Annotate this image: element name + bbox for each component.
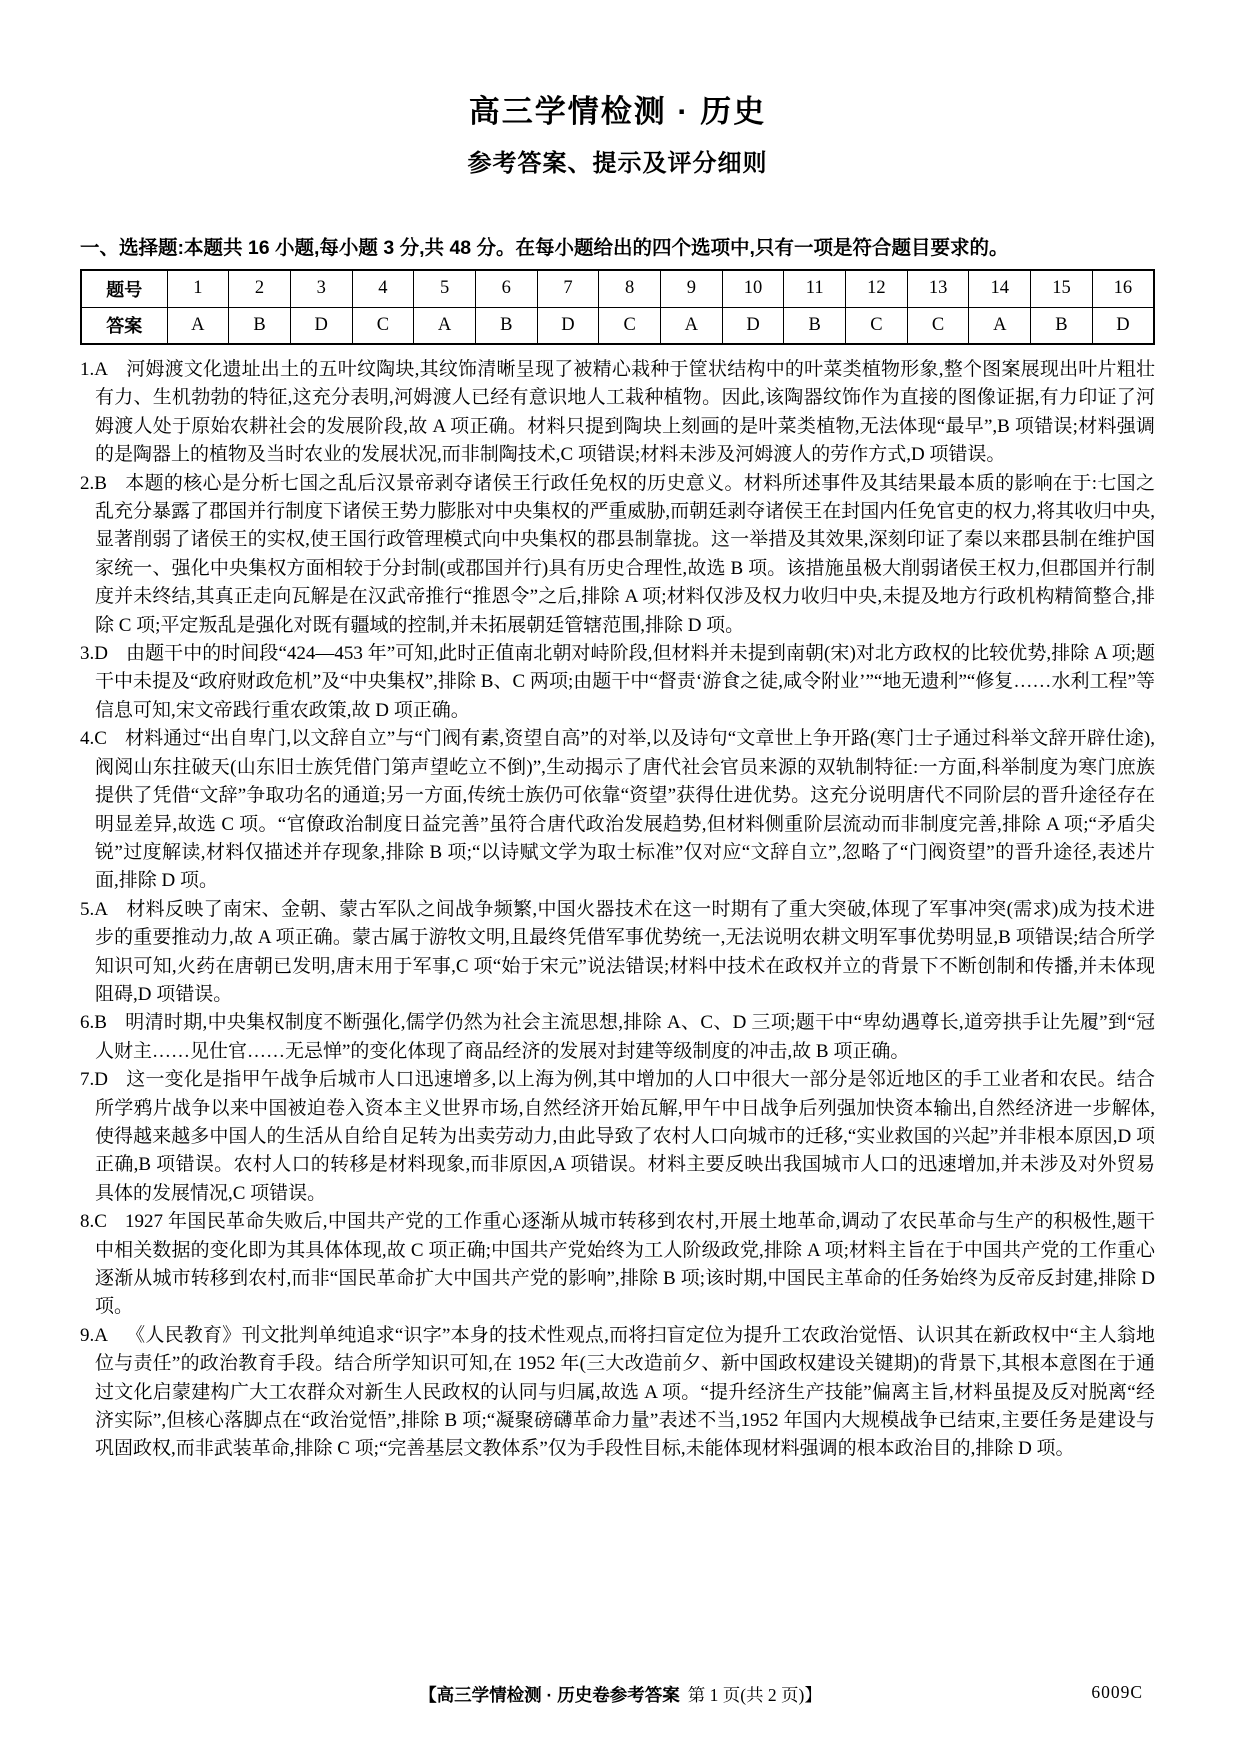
explanation-text: 材料通过“出自卑门,以文辞自立”与“门阀有素,资望自高”的对举,以及诗句“文章世上争开路(寒门士子通过科举文辞开辟仕途),阀阅山东拄破天(山东旧士族凭借门第声望屹立不倒)”,生动揭示了唐代社会官员来源的双轨制特征:一方面,科举制度为寒门庶族提供了凭借“文辞”争取功名的通道;另一方面,传统士族仍可依靠“资望”获得仕进优势。这充分说明唐代不同阶层的晋升途径存在明显差异,故选 C 项。“官僚政治制度日益完善”虽符合唐代政治发展趋势,但材料侧重阶层流动而非制度完善,排除 A 项;“矛盾尖锐”过度解读,材料仅描述并存现象,排除 B 项;“以诗赋文学为取士标准”仅对应“文辞自立”,忽略了“门阀资望”的晋升途径,表述片面,排除 D 项。 — [95, 728, 1155, 892]
question-number-cell: 2 — [229, 270, 291, 307]
footer-caption — [0, 1682, 1241, 1707]
explanation-text: 这一变化是指甲午战争后城市人口迅速增多,以上海为例,其中增加的人口中很大一部分是邻近地区的手工业者和农民。结合所学鸦片战争以来中国被迫卷入资本主义世界市场,自然经济开始瓦解,甲午中日战争后列强加快资本输出,自然经济进一步解体,使得越来越多中国人的生活从自给自足转为出卖劳动力,由此导致了农村人口向城市的迁移,“实业救国的兴起”并非根本原因,D 项正确,B 项错误。农村人口的转移是材料现象,而非原因,A 项错误。材料主要反映出我国城市人口的迅速增加,并未涉及对外贸易具体的发展情况,C 项错误。 — [95, 1069, 1155, 1204]
answer-cell: A — [969, 307, 1031, 344]
answer-cell: D — [290, 307, 352, 344]
explanation-number: 1.A — [80, 359, 108, 380]
answer-cell: C — [907, 307, 969, 344]
answer-cell: C — [846, 307, 908, 344]
answer-cell: B — [1031, 307, 1093, 344]
footer-paper-code: 6009C — [1091, 1682, 1143, 1702]
question-number-cell: 16 — [1092, 270, 1154, 307]
explanation-number: 6.B — [80, 1012, 107, 1034]
answer-cell: D — [1092, 307, 1154, 344]
question-number-cell: 4 — [352, 270, 414, 307]
question-number-cell: 8 — [599, 270, 661, 307]
answer-key-table — [80, 269, 1155, 345]
question-number-cell: 14 — [969, 270, 1031, 307]
question-number-cell: 9 — [661, 270, 723, 307]
explanation-list — [80, 356, 1155, 1464]
explanation-number: 4.C — [80, 728, 107, 750]
answer-cell: B — [475, 307, 537, 344]
explanation-text: 由题干中的时间段“424—453 年”可知,此时正值南北朝对峙阶段,但材料并未提到南朝(宋)对北方政权的比较优势,排除 A 项;题干中未提及“政府财政危机”及“中央集权”,排除 B、C 两项;由题干中“督责‘游食之徒,咸令附业’”“地无遗利”“修复……水利工程”等信息可知,宋文帝践行重农政策,故 D 项正确。 — [95, 643, 1155, 721]
answer-cell: A — [414, 307, 476, 344]
row-label-answer: 答案 — [81, 307, 167, 344]
explanation-text: 本题的核心是分析七国之乱后汉景帝剥夺诸侯王行政任免权的历史意义。材料所述事件及其结果最本质的影响在于:七国之乱充分暴露了郡国并行制度下诸侯王势力膨胀对中央集权的严重威胁,而朝廷剥夺诸侯王在封国内任免官吏的权力,将其收归中央,显著削弱了诸侯王的实权,使王国行政管理模式向中央集权的郡县制靠拢。这一举措及其效果,深刻印证了秦以来郡县制在维护国家统一、强化中央集权方面相较于分封制(或郡国并行)具有历史合理性,故选 B 项。该措施虽极大削弱诸侯王权力,但郡国并行制度并未终结,其真正走向瓦解是在汉武帝推行“推恩令”之后,排除 A 项;材料仅涉及权力收归中央,未提及地方行政机构精简整合,排除 C 项;平定叛乱是强化对既有疆域的控制,并未拓展朝廷管辖范围,排除 D 项。 — [95, 472, 1155, 636]
answer-row — [81, 307, 1154, 344]
page-footer — [0, 1682, 1241, 1706]
explanation-item-1 — [80, 356, 1155, 470]
question-number-cell: 10 — [722, 270, 784, 307]
explanation-number: 9.A — [80, 1324, 108, 1346]
explanation-item-9 — [80, 1322, 1155, 1464]
answer-cell: D — [537, 307, 599, 344]
row-label-question-number: 题号 — [81, 270, 167, 307]
question-number-cell: 5 — [414, 270, 476, 307]
page-subtitle: 参考答案、提示及评分细则 — [467, 150, 768, 177]
question-number-cell: 7 — [537, 270, 599, 307]
explanation-number: 7.D — [80, 1069, 108, 1091]
question-number-row — [81, 270, 1154, 307]
answer-cell: A — [167, 307, 229, 344]
footer-page-number: 第 1 页(共 2 页)】 — [687, 1685, 822, 1705]
question-number-cell: 15 — [1031, 270, 1093, 307]
explanation-number: 2.B — [80, 472, 107, 494]
explanation-item-7 — [80, 1066, 1155, 1208]
answer-cell: C — [352, 307, 414, 344]
answer-cell: D — [722, 307, 784, 344]
question-number-cell: 13 — [907, 270, 969, 307]
question-number-cell: 11 — [784, 270, 846, 307]
explanation-item-4 — [80, 725, 1155, 895]
footer-exam-title: 【高三学情检测 · 历史卷参考答案 — [419, 1685, 680, 1705]
explanation-item-8 — [80, 1208, 1155, 1322]
answer-cell: A — [661, 307, 723, 344]
explanation-item-3 — [80, 640, 1155, 725]
explanation-text: 《人民教育》刊文批判单纯追求“识字”本身的技术性观点,而将扫盲定位为提升工农政治觉悟、认识其在新政权中“主人翁地位与责任”的政治教育手段。结合所学知识可知,在 1952 年(三大改造前夕、新中国政权建设关键期)的背景下,其根本意图在于通过文化启蒙建构广大工农群众对新生人民政权的认同与归属,故选 A 项。“提升经济生产技能”偏离主旨,材料虽提及反对脱离“经济实际”,但核心落脚点在“政治觉悟”,排除 B 项;“凝聚磅礴革命力量”表述不当,1952 年国内大规模战争已结束,主要任务是建设与巩固政权,而非武装革命,排除 C 项;“完善基层文教体系”仅为手段性目标,未能体现材料强调的根本政治目的,排除 D 项。 — [95, 1324, 1155, 1460]
question-number-cell: 1 — [167, 270, 229, 307]
answer-cell: C — [599, 307, 661, 344]
explanation-text: 材料反映了南宋、金朝、蒙古军队之间战争频繁,中国火器技术在这一时期有了重大突破,体现了军事冲突(需求)成为技术进步的重要推动力,故 A 项正确。蒙古属于游牧文明,且最终凭借军事优势统一,无法说明农耕文明军事优势明显,B 项错误;结合所学知识可知,火药在唐朝已发明,唐末用于军事,C 项“始于宋元”说法错误;材料中技术在政权并立的背景下不断创制和传播,并未体现阻碍,D 项错误。 — [95, 898, 1155, 1005]
question-number-cell: 3 — [290, 270, 352, 307]
explanation-text: 河姆渡文化遗址出土的五叶纹陶块,其纹饰清晰呈现了被精心栽种于筐状结构中的叶菜类植物形象,整个图案展现出叶片粗壮有力、生机勃勃的特征,这充分表明,河姆渡人已经有意识地人工栽种植物。因此,该陶器纹饰作为直接的图像证据,有力印证了河姆渡人处于原始农耕社会的发展阶段,故 A 项正确。材料只提到陶块上刻画的是叶菜类植物,无法体现“最早”,B 项错误;材料强调的是陶器上的植物及当时农业的发展状况,而非制陶技术,C 项错误;材料未涉及河姆渡人的劳作方式,D 项错误。 — [95, 359, 1155, 466]
explanation-item-2 — [80, 470, 1155, 640]
question-number-cell: 12 — [846, 270, 908, 307]
explanation-item-5 — [80, 896, 1155, 1010]
explanation-number: 5.A — [80, 898, 108, 920]
page-title: 高三学情检测 · 历史 — [468, 94, 767, 129]
explanation-item-6 — [80, 1009, 1155, 1066]
question-number-cell: 6 — [475, 270, 537, 307]
explanation-text: 1927 年国民革命失败后,中国共产党的工作重心逐渐从城市转移到农村,开展土地革命,调动了农民革命与生产的积极性,题干中相关数据的变化即为其具体体现,故 C 项正确;中国共产党始终为工人阶级政党,排除 A 项;材料主旨在于中国共产党的工作重心逐渐从城市转移到农村,而非“国民革命扩大中国共产党的影响”,排除 B 项;该时期,中国民主革命的任务始终为反帝反封建,排除 D 项。 — [95, 1211, 1155, 1318]
explanation-number: 8.C — [80, 1211, 107, 1233]
answer-cell: B — [784, 307, 846, 344]
answer-cell: B — [229, 307, 291, 344]
explanation-text: 明清时期,中央集权制度不断强化,儒学仍然为社会主流思想,排除 A、C、D 三项;题干中“卑幼遇尊长,道旁拱手让先履”到“冠人财主……见仕官……无忌惮”的变化体现了商品经济的发展对封建等级制度的冲击,故 B 项正确。 — [95, 1012, 1155, 1062]
explanation-number: 3.D — [80, 643, 108, 665]
section-heading-choice-questions: 一、选择题:本题共 16 小题,每小题 3 分,共 48 分。在每小题给出的四个选项中,只有一项是符合题目要求的。 — [80, 237, 1009, 259]
